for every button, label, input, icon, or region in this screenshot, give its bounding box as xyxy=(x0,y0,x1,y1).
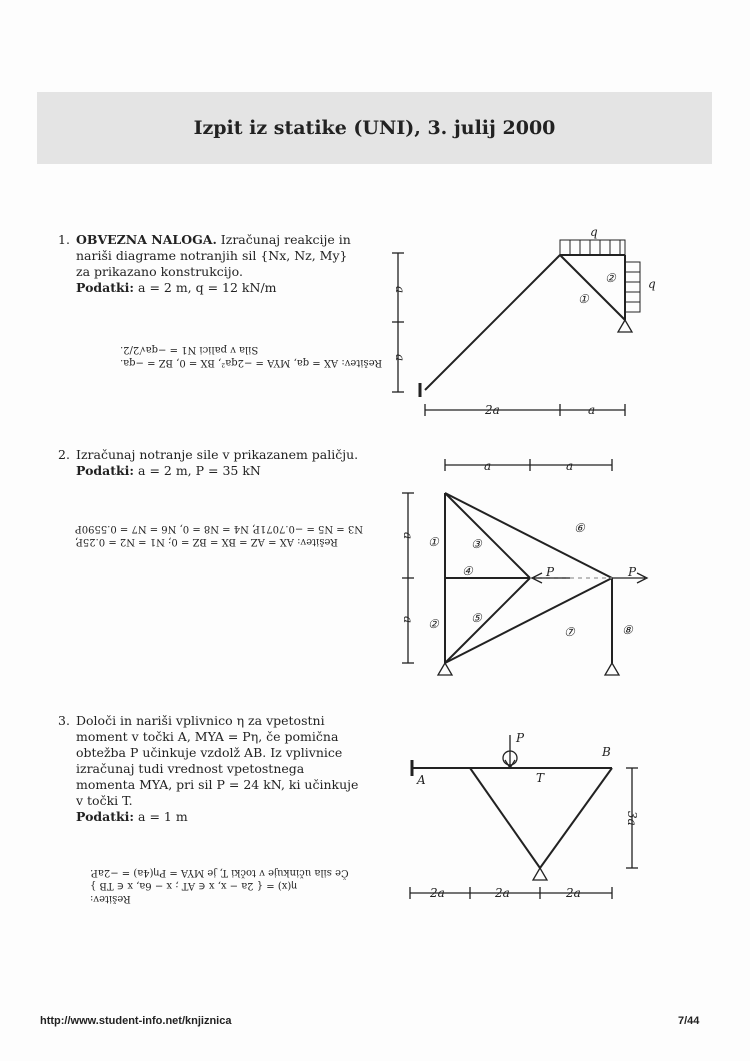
dim-label: a xyxy=(393,354,407,362)
problem-number: 2. xyxy=(58,447,70,462)
data-label: Podatki: xyxy=(76,809,135,824)
solution-line: Rešitev: AX = qa, MYA = −2qa², BX = 0, BZ = −qa. xyxy=(120,357,383,368)
figure-1-frame xyxy=(392,240,640,416)
data-values: a = 2 m, P = 35 kN xyxy=(138,463,261,478)
member-label: ② xyxy=(605,271,616,285)
dim-label: 2a xyxy=(495,886,510,900)
member-label: ④ xyxy=(462,564,473,578)
force-label: P xyxy=(546,565,555,579)
load-label-q: q xyxy=(590,225,598,239)
dim-label: a xyxy=(484,459,492,473)
problem-number: 1. xyxy=(58,232,70,247)
member-label: ③ xyxy=(471,537,482,551)
solution-line: N3 = N5 = −0.7071P, N4 = N8 = 0, N6 = N7 = 0.5590P xyxy=(75,523,363,534)
data-values: a = 1 m xyxy=(138,809,188,824)
page-title: Izpit iz statike (UNI), 3. julij 2000 xyxy=(193,117,556,139)
solution-line: Rešitev: xyxy=(90,893,131,904)
dim-label: a xyxy=(566,459,574,473)
force-label: P xyxy=(516,731,525,745)
pin-support xyxy=(438,663,452,675)
problem-number: 3. xyxy=(58,713,70,728)
data-label: Podatki: xyxy=(76,463,135,478)
solution-line: Sila v palici N1 = −qa√2/2. xyxy=(120,344,259,355)
point-label-t: T xyxy=(536,771,545,785)
member-label: ① xyxy=(578,292,589,306)
pin-support xyxy=(605,663,619,675)
pin-support xyxy=(618,320,632,332)
load-label-q: q xyxy=(648,277,656,291)
member-label: ② xyxy=(428,617,439,631)
force-label: P xyxy=(628,565,637,579)
member-label: ⑤ xyxy=(471,611,482,625)
problem-heading: OBVEZNA NALOGA. xyxy=(76,232,217,247)
pin-support xyxy=(533,868,547,880)
problem-text: Izračunaj notranje sile v prikazanem paličju. xyxy=(76,447,359,462)
footer-url[interactable]: http://www.student-info.net/knjiznica xyxy=(40,1015,232,1027)
figure-2-truss xyxy=(402,459,647,675)
dim-label: a xyxy=(401,532,415,540)
figure-3-frame xyxy=(410,735,638,899)
problem-text: Določi in nariši vplivnico η za vpetostni moment v točki A, MYA = Pη, če pomična obtežba P učinkuje vzdolž AB. Iz vplivnice izračunaj tudi vrednost vpetostnega momenta MYA, pri sil P = 24 kN, ki učinkuje v točki T. xyxy=(76,713,359,808)
member-label: ⑥ xyxy=(574,521,585,535)
dim-label: a xyxy=(401,616,415,624)
dim-label: a xyxy=(588,403,596,417)
dim-label: 2a xyxy=(485,403,500,417)
dim-label: a xyxy=(393,286,407,294)
dim-label: 3a xyxy=(625,811,639,826)
distributed-load-side xyxy=(625,262,640,312)
data-values: a = 2 m, q = 12 kN/m xyxy=(138,280,277,295)
point-label-a: A xyxy=(417,773,426,787)
member-label: ① xyxy=(428,535,439,549)
data-label: Podatki: xyxy=(76,280,135,295)
problem-text: Izračunaj reakcije in nariši diagrame notranjih sil {Nx, Nz, My} za prikazano konstrukcijo. xyxy=(76,232,351,279)
member-label: ⑦ xyxy=(564,625,575,639)
point-label-b: B xyxy=(602,745,611,759)
solution-line: η(x) = { 2a − x, x ∈ AT ; x − 6a, x ∈ TB } xyxy=(90,880,298,891)
solution-line: Če sila učinkuje v točki T, je MYA = Pη(4a) = −2aP. xyxy=(90,867,349,878)
solution-line: Rešitev: AX = AZ = BX = BZ = 0; N1 = N2 = 0.25P, xyxy=(75,536,338,547)
dim-label: 2a xyxy=(566,886,581,900)
member-label: ⑧ xyxy=(622,623,633,637)
page-number: 7/44 xyxy=(678,1015,700,1027)
dim-label: 2a xyxy=(430,886,445,900)
distributed-load-top xyxy=(560,240,625,255)
